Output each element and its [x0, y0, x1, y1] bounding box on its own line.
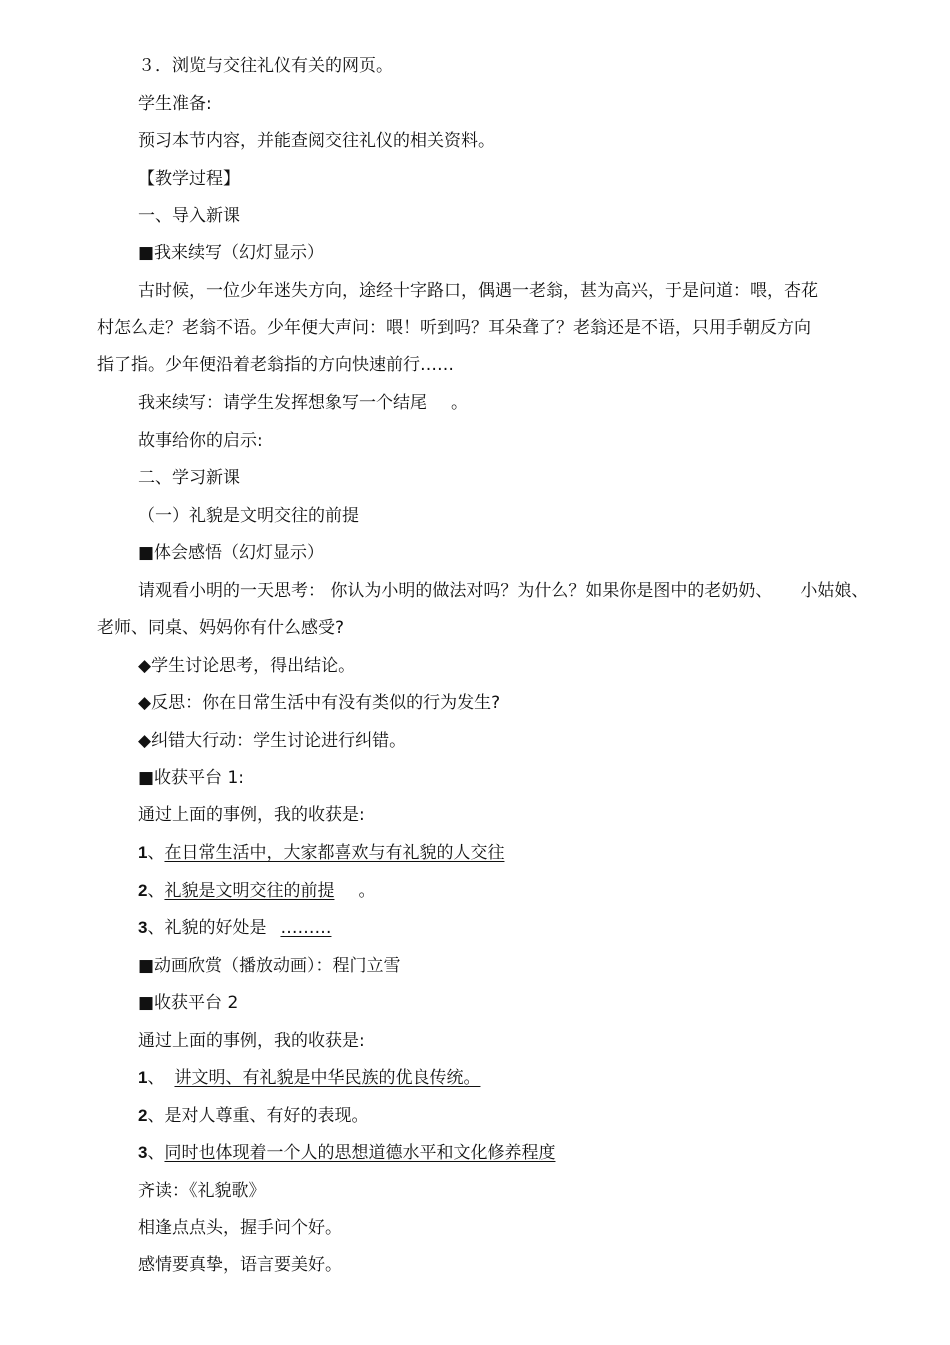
reflection-bullet: [138, 692, 500, 714]
teaching-process-heading: [138, 168, 240, 190]
discussion-bullet-text: ◆学生讨论思考，得出结论。: [138, 656, 356, 676]
subsection-1-heading: [138, 505, 359, 527]
harvest-1-intro: [138, 804, 365, 826]
section-1-heading: [138, 205, 240, 227]
continuation-instruction-text: 我来续写：请学生发挥想象写一个结尾: [138, 393, 427, 413]
harvest-platform-2-heading: [138, 992, 238, 1014]
section-2-heading-text: 二、学习新课: [138, 468, 240, 488]
experience-heading-text: ■体会感悟（幻灯显示）: [138, 543, 325, 563]
continuation-instruction-period: 。: [451, 393, 468, 413]
student-prep-heading-text: 学生准备:: [138, 94, 212, 114]
poem-line-2-text: 感情要真挚，语言要美好。: [138, 1255, 342, 1275]
harvest-1-item-1-sep: 、: [147, 843, 165, 863]
xiaoming-question-text: 请观看小明的一天思考： 你认为小明的做法对吗？为什么？如果你是图中的老奶奶、: [138, 581, 773, 601]
poem-line-1: [138, 1217, 342, 1239]
discussion-bullet: [138, 655, 355, 677]
poem-line-2: [138, 1254, 342, 1276]
continuation-writing-heading: [138, 242, 324, 264]
reflection-bullet-text: ◆反思：你在日常生活中有没有类似的行为发生?: [138, 693, 501, 713]
section-2-heading: [138, 467, 240, 489]
harvest-2-item-1-number: 1: [138, 1068, 148, 1087]
xiaoming-question-tail: 小姑娘、: [800, 581, 869, 601]
harvest-2-item-2-number: 2: [138, 1106, 148, 1125]
harvest-1-item-2: [138, 880, 375, 902]
harvest-1-item-3-number: 3: [138, 918, 148, 937]
harvest-2-item-3-sep: 、: [147, 1143, 165, 1163]
story-line-1: [138, 280, 818, 302]
student-prep-content: [138, 130, 495, 152]
experience-heading: [138, 542, 324, 564]
harvest-1-item-2-period: 。: [358, 881, 376, 901]
read-aloud-heading-text: 齐读：《礼貌歌》: [138, 1181, 266, 1201]
xiaoming-question-line-2-text: 老师、同桌、妈妈你有什么感受?: [97, 618, 345, 638]
harvest-platform-2-heading-text: ■收获平台 2: [138, 993, 239, 1013]
story-inspiration-text: 故事给你的启示:: [138, 431, 263, 451]
xiaoming-question-line-1: [138, 580, 868, 602]
harvest-platform-1-heading: [138, 767, 244, 789]
poem-line-1-text: 相逢点点头，握手问个好。: [138, 1218, 342, 1238]
read-aloud-heading: [138, 1180, 266, 1202]
harvest-2-item-3: [138, 1142, 587, 1164]
student-prep-content-text: 预习本节内容，并能查阅交往礼仪的相关资料。: [138, 131, 495, 151]
harvest-1-item-2-answer: 礼貌是文明交往的前提: [164, 881, 335, 901]
story-line-2-text: 村怎么走？老翁不语。少年便大声问：喂！听到吗？耳朵聋了？老翁还是不语，只用手朝反方向: [97, 318, 811, 338]
section-1-heading-text: 一、导入新课: [138, 206, 240, 226]
xiaoming-question-line-2: [97, 617, 344, 639]
correction-bullet: [138, 730, 406, 752]
harvest-platform-1-heading-text: ■收获平台 1:: [138, 768, 245, 788]
harvest-1-item-1-answer: 在日常生活中，大家都喜欢与有礼貌的人交往: [164, 843, 505, 863]
story-line-1-text: 古时候，一位少年迷失方向，途经十字路口，偶遇一老翁，甚为高兴，于是问道：喂，杏花: [138, 281, 818, 301]
harvest-1-item-2-sep: 、: [147, 881, 165, 901]
harvest-2-item-2-text: 、是对人尊重、有好的表现。: [147, 1106, 369, 1126]
harvest-1-item-3-text: 、礼貌的好处是: [147, 918, 267, 938]
harvest-1-item-3: [138, 917, 331, 939]
prep-item-3: [138, 55, 393, 77]
harvest-1-intro-text: 通过上面的事例，我的收获是:: [138, 805, 365, 825]
harvest-2-item-3-answer: 同时也体现着一个人的思想道德水平和文化修养程度: [164, 1143, 556, 1163]
harvest-2-item-1: [138, 1067, 540, 1089]
prep-item-3-text: ３．浏览与交往礼仪有关的网页。: [138, 56, 393, 76]
story-line-3: [97, 354, 454, 376]
harvest-1-item-1: [138, 842, 540, 864]
correction-bullet-text: ◆纠错大行动：学生讨论进行纠错。: [138, 731, 407, 751]
harvest-2-item-2: [138, 1105, 368, 1127]
animation-heading: [138, 955, 401, 977]
student-prep-heading: [138, 93, 212, 115]
animation-heading-text: ■动画欣赏（播放动画）：程门立雪: [138, 956, 401, 976]
story-line-3-text: 指了指。少年便沿着老翁指的方向快速前行……: [97, 355, 454, 375]
harvest-2-item-1-sep: 、: [147, 1068, 165, 1088]
harvest-2-item-1-answer: 讲文明、有礼貌是中华民族的优良传统。: [174, 1068, 481, 1088]
teaching-process-heading-text: 【教学过程】: [138, 169, 240, 189]
harvest-2-intro: [138, 1030, 365, 1052]
harvest-2-intro-text: 通过上面的事例，我的收获是:: [138, 1031, 365, 1051]
story-line-2: [97, 317, 811, 339]
harvest-1-item-1-number: 1: [138, 843, 148, 862]
subsection-1-heading-text: （一）礼貌是文明交往的前提: [138, 506, 359, 526]
harvest-1-item-2-number: 2: [138, 881, 148, 900]
harvest-2-item-3-number: 3: [138, 1143, 148, 1162]
story-inspiration: [138, 430, 263, 452]
continuation-instruction: [138, 392, 468, 414]
harvest-1-item-3-answer: ………: [280, 918, 332, 938]
continuation-writing-heading-text: ■我来续写（幻灯显示）: [138, 243, 325, 263]
